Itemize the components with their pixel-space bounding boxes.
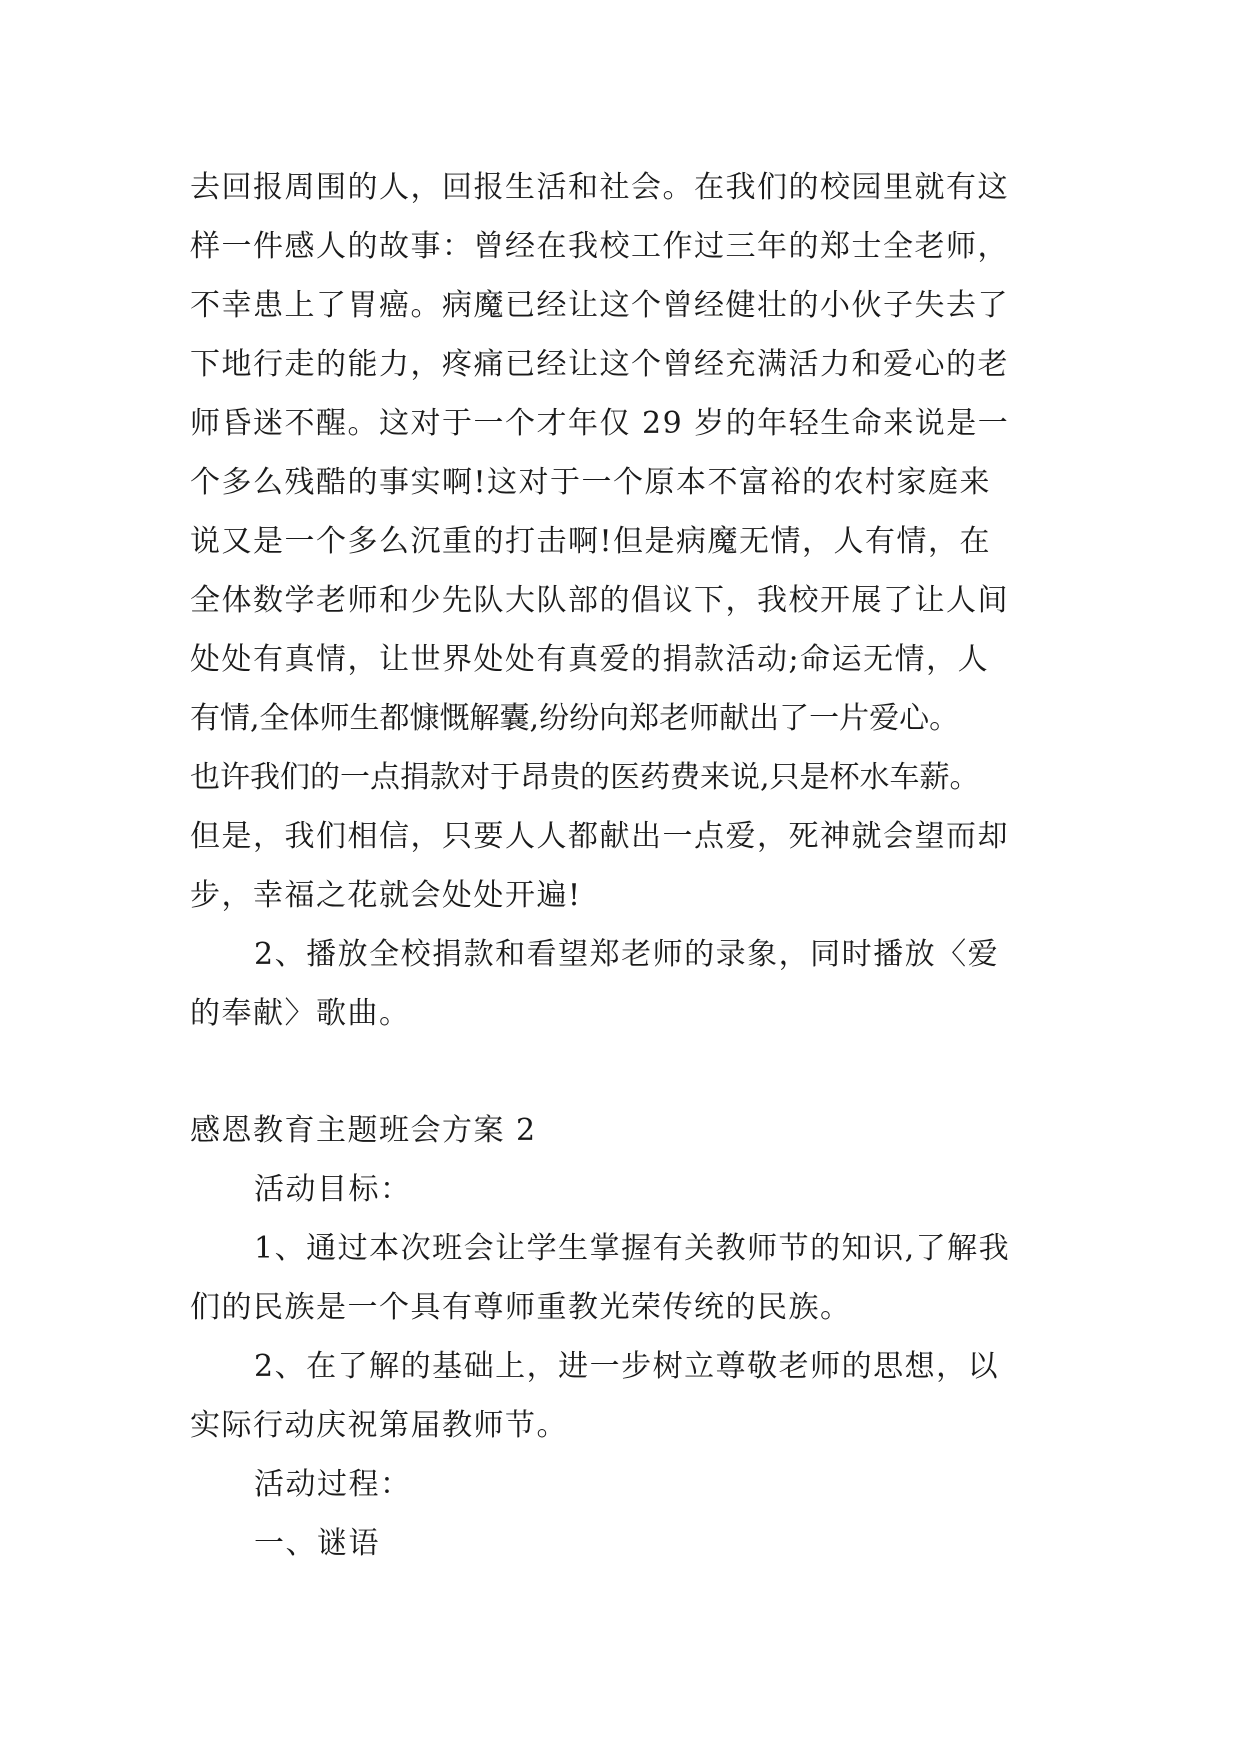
text-line: 一、谜语 [254, 1526, 380, 1561]
text-line: 样一件感人的故事：曾经在我校工作过三年的郑士全老师， [190, 229, 1009, 264]
section-heading: 感恩教育主题班会方案 2 [190, 1113, 537, 1148]
text-line: 全体数学老师和少先队大队部的倡议下，我校开展了让人间 [190, 583, 1009, 618]
text-line: 的奉献〉歌曲。 [190, 996, 411, 1031]
text-line: 但是，我们相信，只要人人都献出一点爱，死神就会望而却 [190, 819, 1009, 854]
text-line: 们的民族是一个具有尊师重教光荣传统的民族。 [190, 1290, 852, 1325]
text-line: 师昏迷不醒。这对于一个才年仅 29 岁的年轻生命来说是一 [190, 406, 1010, 441]
text-line: 有情,全体师生都慷慨解囊,纷纷向郑老师献出了一片爱心。 [190, 701, 960, 736]
text-line: 2、播放全校捐款和看望郑老师的录象，同时播放〈爱 [254, 937, 1000, 972]
text-line: 处处有真情，让世界处处有真爱的捐款活动;命运无情，人 [190, 642, 990, 677]
text-line: 活动过程： [254, 1467, 412, 1502]
text-line: 步，幸福之花就会处处开遍! [190, 878, 582, 913]
text-line: 2、在了解的基础上，进一步树立尊敬老师的思想，以 [254, 1349, 1000, 1384]
text-line: 下地行走的能力，疼痛已经让这个曾经充满活力和爱心的老 [190, 347, 1009, 382]
text-line: 活动目标： [254, 1172, 412, 1207]
text-line: 实际行动庆祝第届教师节。 [190, 1408, 568, 1443]
text-line: 1、通过本次班会让学生掌握有关教师节的知识,了解我 [254, 1231, 1011, 1266]
text-line: 个多么残酷的事实啊!这对于一个原本不富裕的农村家庭来 [190, 465, 992, 500]
text-line: 不幸患上了胃癌。病魔已经让这个曾经健壮的小伙子失去了 [190, 288, 1009, 323]
text-line: 说又是一个多么沉重的打击啊!但是病魔无情，人有情，在 [190, 524, 992, 559]
text-line: 也许我们的一点捐款对于昂贵的医药费来说,只是杯水车薪。 [190, 760, 980, 795]
text-line: 去回报周围的人，回报生活和社会。在我们的校园里就有这 [190, 170, 1009, 205]
